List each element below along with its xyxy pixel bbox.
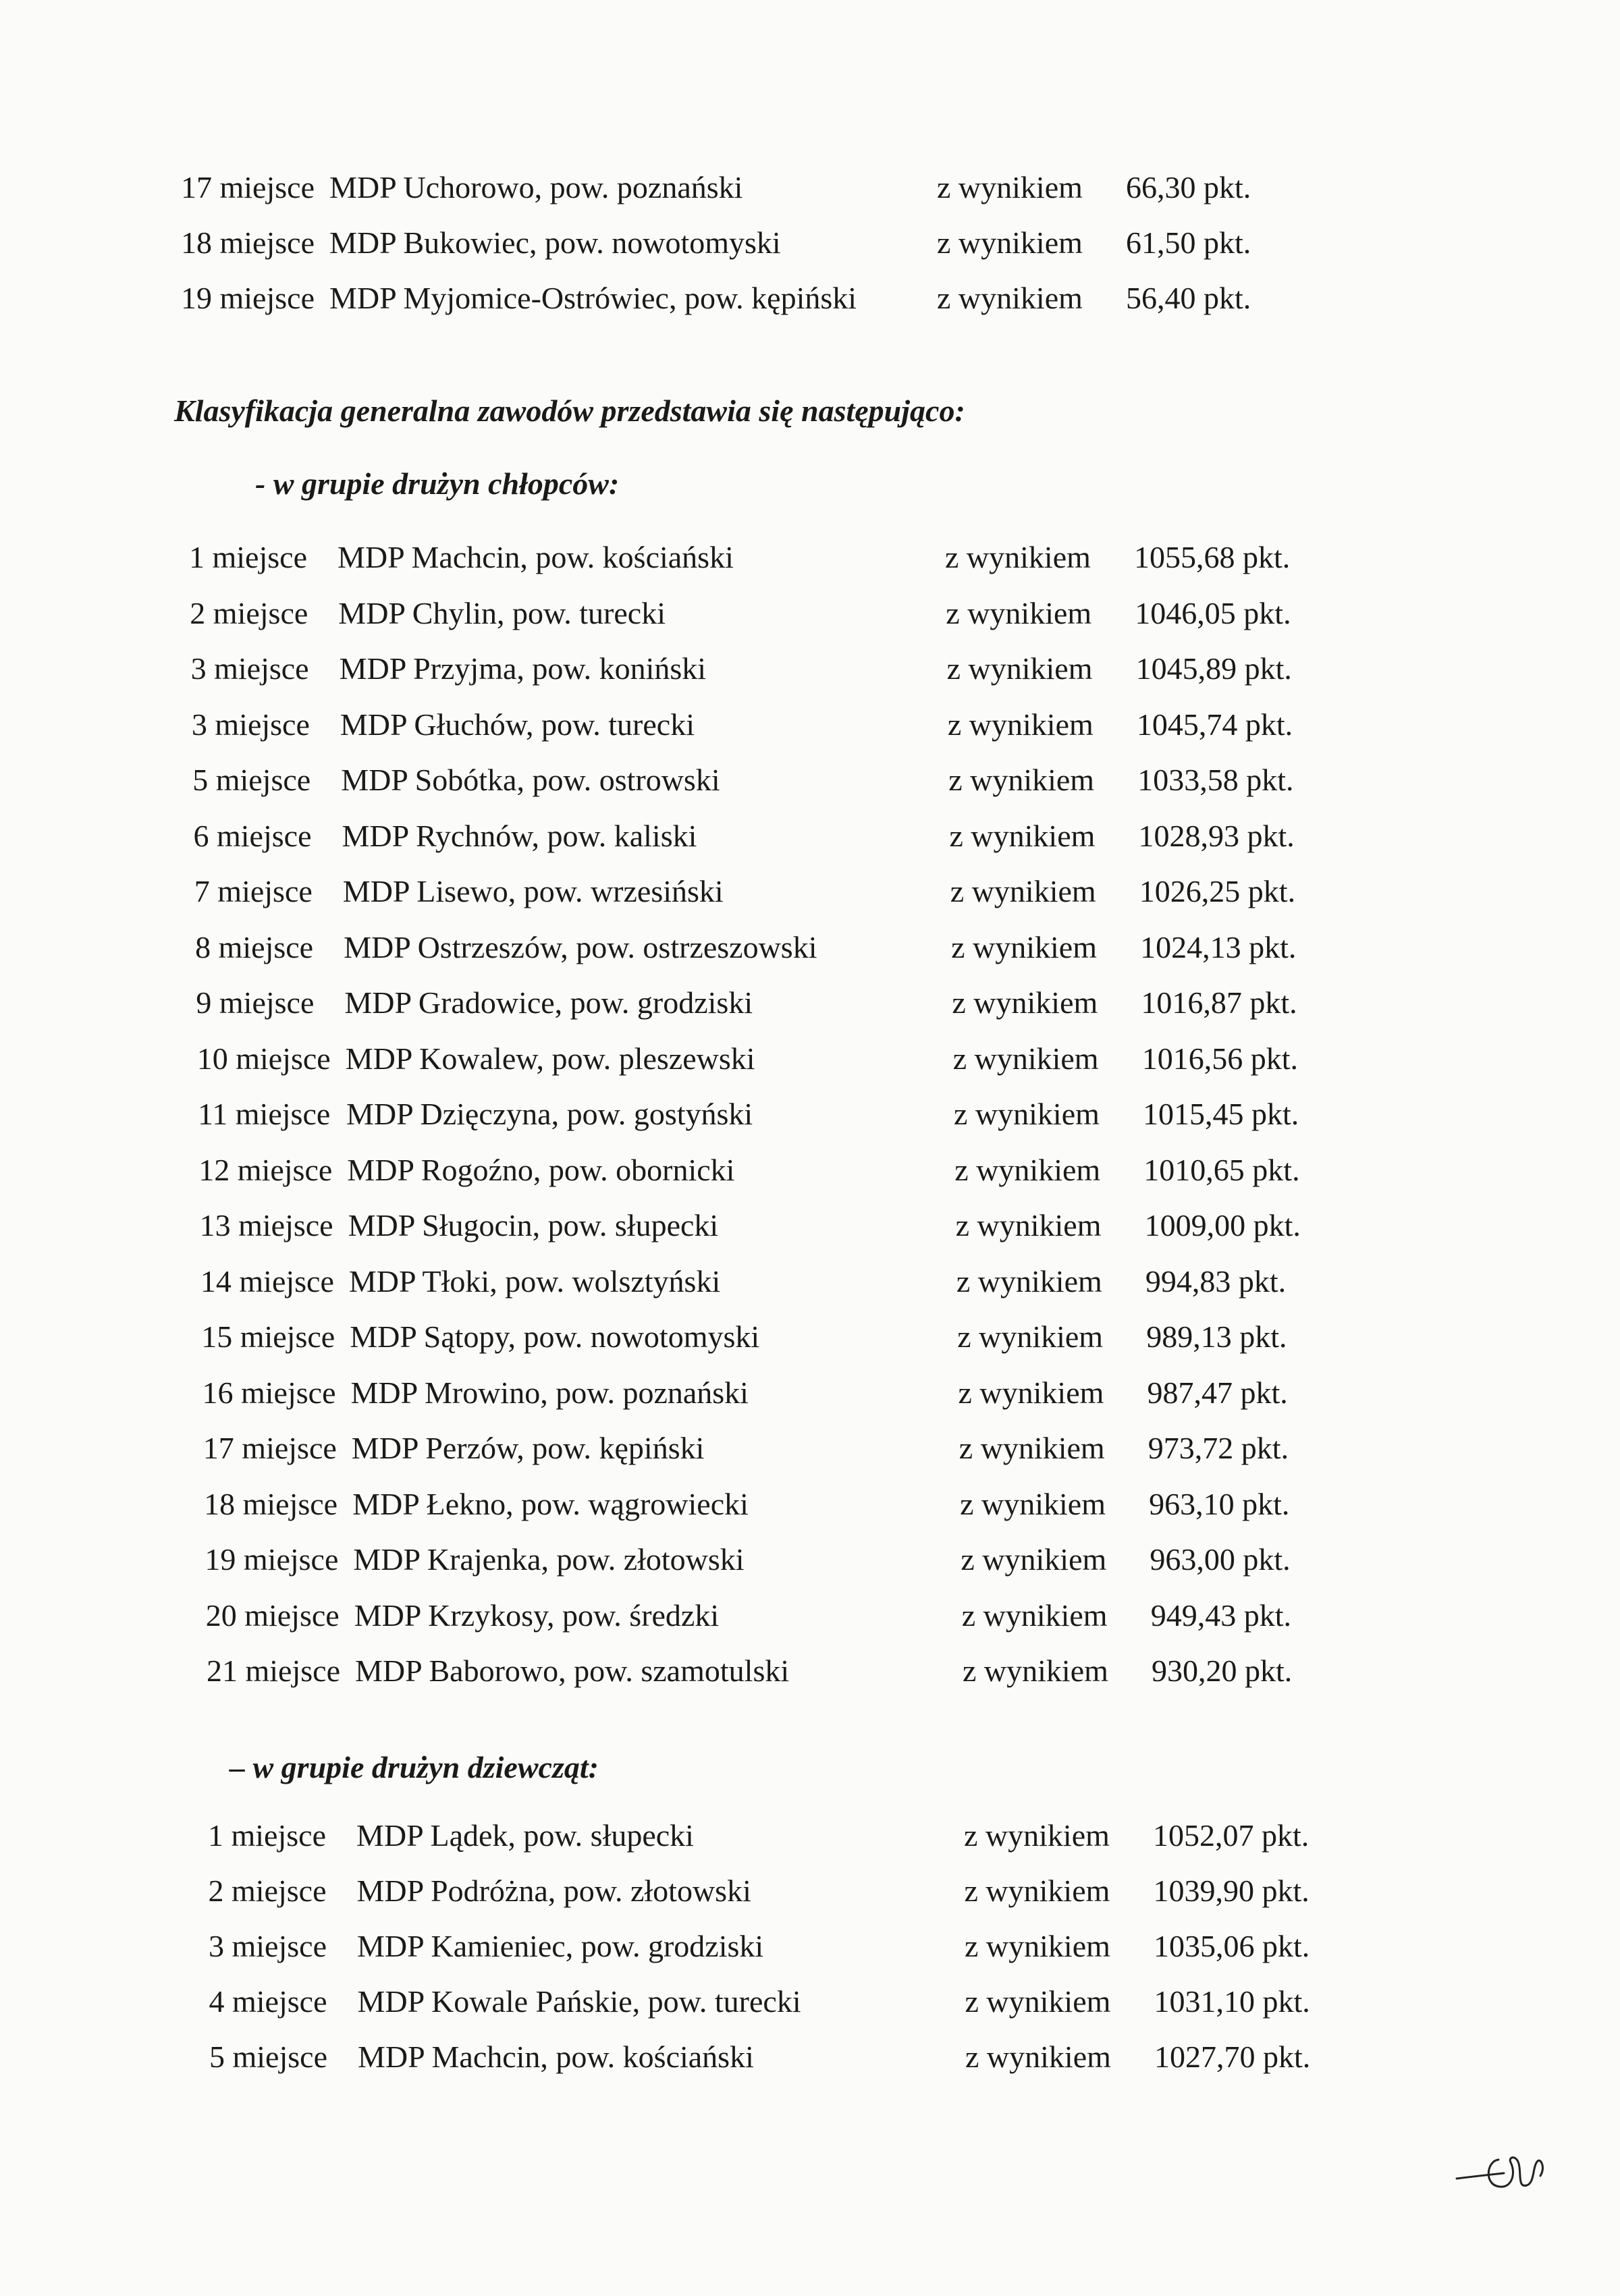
score-cell: 1010,65 pkt.: [1143, 1152, 1300, 1187]
score-cell: 963,00 pkt.: [1150, 1542, 1291, 1577]
result-row: [204, 1477, 1351, 1531]
result-row: [195, 921, 1343, 975]
general-classification-heading: Klasyfikacja generalna zawodów przedstawia się następująco:: [174, 393, 965, 428]
result-row: [200, 1199, 1347, 1253]
team-cell: MDP Ostrzeszów, pow. ostrzeszowski: [344, 929, 817, 964]
result-row: [189, 530, 1336, 584]
team-cell: MDP Myjomice-Ostrówiec, pow. kępiński: [329, 281, 857, 315]
result-row: [181, 216, 1328, 270]
team-cell: MDP Rogoźno, pow. obornicki: [347, 1152, 735, 1187]
score-cell: 1024,13 pkt.: [1140, 929, 1297, 964]
team-cell: MDP Sobótka, pow. ostrowski: [341, 763, 720, 797]
result-label: z wynikiem: [950, 874, 1096, 908]
result-label: z wynikiem: [957, 1319, 1104, 1354]
place-cell: 15 miejsce: [201, 1319, 335, 1354]
score-cell: 61,50 pkt.: [1126, 225, 1251, 260]
result-label: z wynikiem: [951, 929, 1097, 964]
boys-group-heading: - w grupie drużyn chłopców:: [255, 466, 620, 501]
place-cell: 17 miejsce: [202, 1431, 337, 1465]
result-label: z wynikiem: [954, 1152, 1101, 1187]
place-cell: 12 miejsce: [198, 1152, 333, 1187]
score-cell: 987,47 pkt.: [1147, 1375, 1288, 1410]
team-cell: MDP Podróżna, pow. złotowski: [356, 1874, 751, 1908]
place-cell: 4 miejsce: [209, 1984, 327, 2019]
team-cell: MDP Krajenka, pow. złotowski: [353, 1542, 745, 1577]
result-label: z wynikiem: [948, 763, 1095, 797]
result-label: z wynikiem: [964, 1818, 1110, 1853]
result-row: [202, 1366, 1350, 1420]
result-row: [201, 1310, 1349, 1364]
result-row: [196, 976, 1343, 1030]
team-cell: MDP Kamieniec, pow. grodziski: [357, 1929, 764, 1963]
team-cell: MDP Rychnów, pow. kaliski: [342, 818, 697, 853]
place-cell: 2 miejsce: [208, 1874, 327, 1908]
score-cell: 949,43 pkt.: [1150, 1597, 1291, 1633]
result-row: [194, 809, 1341, 863]
result-label: z wynikiem: [959, 1431, 1105, 1465]
place-cell: 1 miejsce: [189, 540, 307, 574]
result-label: z wynikiem: [961, 1542, 1107, 1577]
team-cell: MDP Lądek, pow. słupecki: [356, 1818, 694, 1853]
place-cell: 3 miejsce: [190, 651, 309, 686]
place-cell: 20 miejsce: [205, 1597, 340, 1633]
result-row: [207, 1644, 1354, 1698]
result-row: [198, 1143, 1346, 1197]
score-cell: 994,83 pkt.: [1145, 1263, 1287, 1299]
place-cell: 3 miejsce: [209, 1929, 327, 1963]
place-cell: 19 miejsce: [181, 281, 315, 315]
team-cell: MDP Perzów, pow. kępiński: [351, 1431, 705, 1465]
score-cell: 1035,06 pkt.: [1154, 1929, 1310, 1963]
result-row: [197, 1032, 1345, 1086]
score-cell: 1045,74 pkt.: [1136, 707, 1293, 742]
result-label: z wynikiem: [965, 1984, 1111, 2019]
score-cell: 66,30 pkt.: [1126, 170, 1251, 204]
result-label: z wynikiem: [958, 1375, 1104, 1410]
place-cell: 9 miejsce: [196, 985, 315, 1020]
result-label: z wynikiem: [960, 1486, 1106, 1521]
place-cell: 1 miejsce: [208, 1818, 326, 1853]
team-cell: MDP Kowalew, pow. pleszewski: [345, 1041, 755, 1076]
score-cell: 930,20 pkt.: [1152, 1653, 1293, 1688]
team-cell: MDP Baborowo, pow. szamotulski: [355, 1653, 790, 1688]
result-row: [190, 586, 1337, 640]
score-cell: 989,13 pkt.: [1146, 1319, 1287, 1354]
result-row: [181, 161, 1328, 215]
place-cell: 18 miejsce: [181, 225, 315, 260]
team-cell: MDP Głuchów, pow. turecki: [340, 707, 695, 742]
result-row: [206, 1589, 1353, 1643]
team-cell: MDP Machcin, pow. kościański: [338, 540, 734, 574]
result-label: z wynikiem: [963, 1653, 1108, 1688]
team-cell: MDP Bukowiec, pow. nowotomyski: [329, 225, 781, 260]
place-cell: 13 miejsce: [199, 1208, 333, 1242]
result-label: z wynikiem: [937, 281, 1083, 315]
result-row: [209, 1919, 1356, 1973]
result-row: [208, 1809, 1355, 1863]
score-cell: 1016,56 pkt.: [1141, 1041, 1298, 1076]
team-cell: MDP Krzykosy, pow. średzki: [354, 1597, 720, 1633]
score-cell: 1045,89 pkt.: [1135, 651, 1292, 686]
score-cell: 1055,68 pkt.: [1134, 540, 1291, 574]
result-label: z wynikiem: [956, 1263, 1102, 1299]
place-cell: 11 miejsce: [198, 1097, 331, 1131]
result-label: z wynikiem: [955, 1208, 1102, 1242]
score-cell: 1031,10 pkt.: [1154, 1984, 1310, 2019]
place-cell: 21 miejsce: [207, 1653, 340, 1688]
team-cell: MDP Machcin, pow. kościański: [358, 2040, 754, 2074]
team-cell: MDP Sługocin, pow. słupecki: [348, 1208, 719, 1242]
result-label: z wynikiem: [937, 225, 1083, 260]
team-cell: MDP Przyjma, pow. koniński: [339, 651, 707, 686]
result-row: [203, 1421, 1351, 1475]
result-row: [198, 1087, 1345, 1141]
score-cell: 1015,45 pkt.: [1143, 1097, 1299, 1131]
team-cell: MDP Lisewo, pow. wrzesiński: [342, 874, 724, 908]
handwritten-signature: [1451, 2146, 1559, 2200]
result-row: [191, 642, 1339, 696]
team-cell: MDP Dzięczyna, pow. gostyński: [346, 1097, 753, 1131]
place-cell: 5 miejsce: [209, 2040, 327, 2074]
place-cell: 16 miejsce: [202, 1375, 336, 1410]
girls-group-heading: – w grupie drużyn dziewcząt:: [230, 1750, 599, 1784]
place-cell: 7 miejsce: [194, 874, 313, 908]
result-label: z wynikiem: [965, 2040, 1111, 2074]
place-cell: 5 miejsce: [192, 763, 311, 797]
score-cell: 1052,07 pkt.: [1153, 1818, 1310, 1853]
team-cell: MDP Sątopy, pow. nowotomyski: [350, 1319, 760, 1354]
result-row: [194, 865, 1342, 919]
result-label: z wynikiem: [954, 1097, 1100, 1131]
place-cell: 18 miejsce: [204, 1486, 338, 1521]
result-label: z wynikiem: [949, 818, 1096, 853]
score-cell: 1046,05 pkt.: [1135, 595, 1291, 630]
result-row: [192, 753, 1340, 807]
score-cell: 963,10 pkt.: [1149, 1486, 1290, 1521]
place-cell: 14 miejsce: [200, 1263, 334, 1299]
result-row: [209, 1975, 1357, 2029]
result-row: [205, 1533, 1352, 1587]
result-label: z wynikiem: [946, 595, 1092, 630]
result-row: [209, 2030, 1357, 2084]
score-cell: 973,72 pkt.: [1148, 1431, 1289, 1465]
result-label: z wynikiem: [952, 985, 1098, 1020]
result-label: z wynikiem: [947, 707, 1094, 742]
score-cell: 1027,70 pkt.: [1154, 2040, 1311, 2074]
team-cell: MDP Tłoki, pow. wolsztyński: [348, 1263, 721, 1299]
team-cell: MDP Mrowino, pow. poznański: [350, 1375, 749, 1410]
place-cell: 3 miejsce: [191, 707, 310, 742]
score-cell: 1033,58 pkt.: [1137, 763, 1294, 797]
result-label: z wynikiem: [937, 170, 1083, 204]
team-cell: MDP Chylin, pow. turecki: [338, 595, 666, 630]
result-label: z wynikiem: [965, 1929, 1110, 1963]
place-cell: 10 miejsce: [196, 1041, 331, 1076]
place-cell: 8 miejsce: [195, 929, 314, 964]
team-cell: MDP Gradowice, pow. grodziski: [344, 985, 753, 1020]
result-label: z wynikiem: [964, 1874, 1110, 1908]
team-cell: MDP Łekno, pow. wągrowiecki: [352, 1486, 749, 1521]
team-cell: MDP Kowale Pańskie, pow. turecki: [357, 1984, 801, 2019]
place-cell: 19 miejsce: [205, 1542, 339, 1577]
result-row: [209, 1864, 1356, 1918]
score-cell: 1016,87 pkt.: [1141, 985, 1297, 1020]
team-cell: MDP Uchorowo, pow. poznański: [329, 170, 743, 204]
result-row: [200, 1255, 1348, 1309]
place-cell: 6 miejsce: [193, 818, 312, 853]
result-row: [181, 271, 1328, 325]
score-cell: 1028,93 pkt.: [1138, 818, 1295, 853]
result-label: z wynikiem: [945, 540, 1091, 574]
score-cell: 1039,90 pkt.: [1153, 1874, 1310, 1908]
result-label: z wynikiem: [961, 1597, 1108, 1633]
result-label: z wynikiem: [952, 1041, 1099, 1076]
score-cell: 1026,25 pkt.: [1139, 874, 1296, 908]
place-cell: 17 miejsce: [181, 170, 315, 204]
score-cell: 1009,00 pkt.: [1144, 1208, 1301, 1242]
result-label: z wynikiem: [946, 651, 1093, 686]
result-row: [192, 698, 1339, 752]
place-cell: 2 miejsce: [190, 595, 308, 630]
score-cell: 56,40 pkt.: [1126, 281, 1251, 315]
